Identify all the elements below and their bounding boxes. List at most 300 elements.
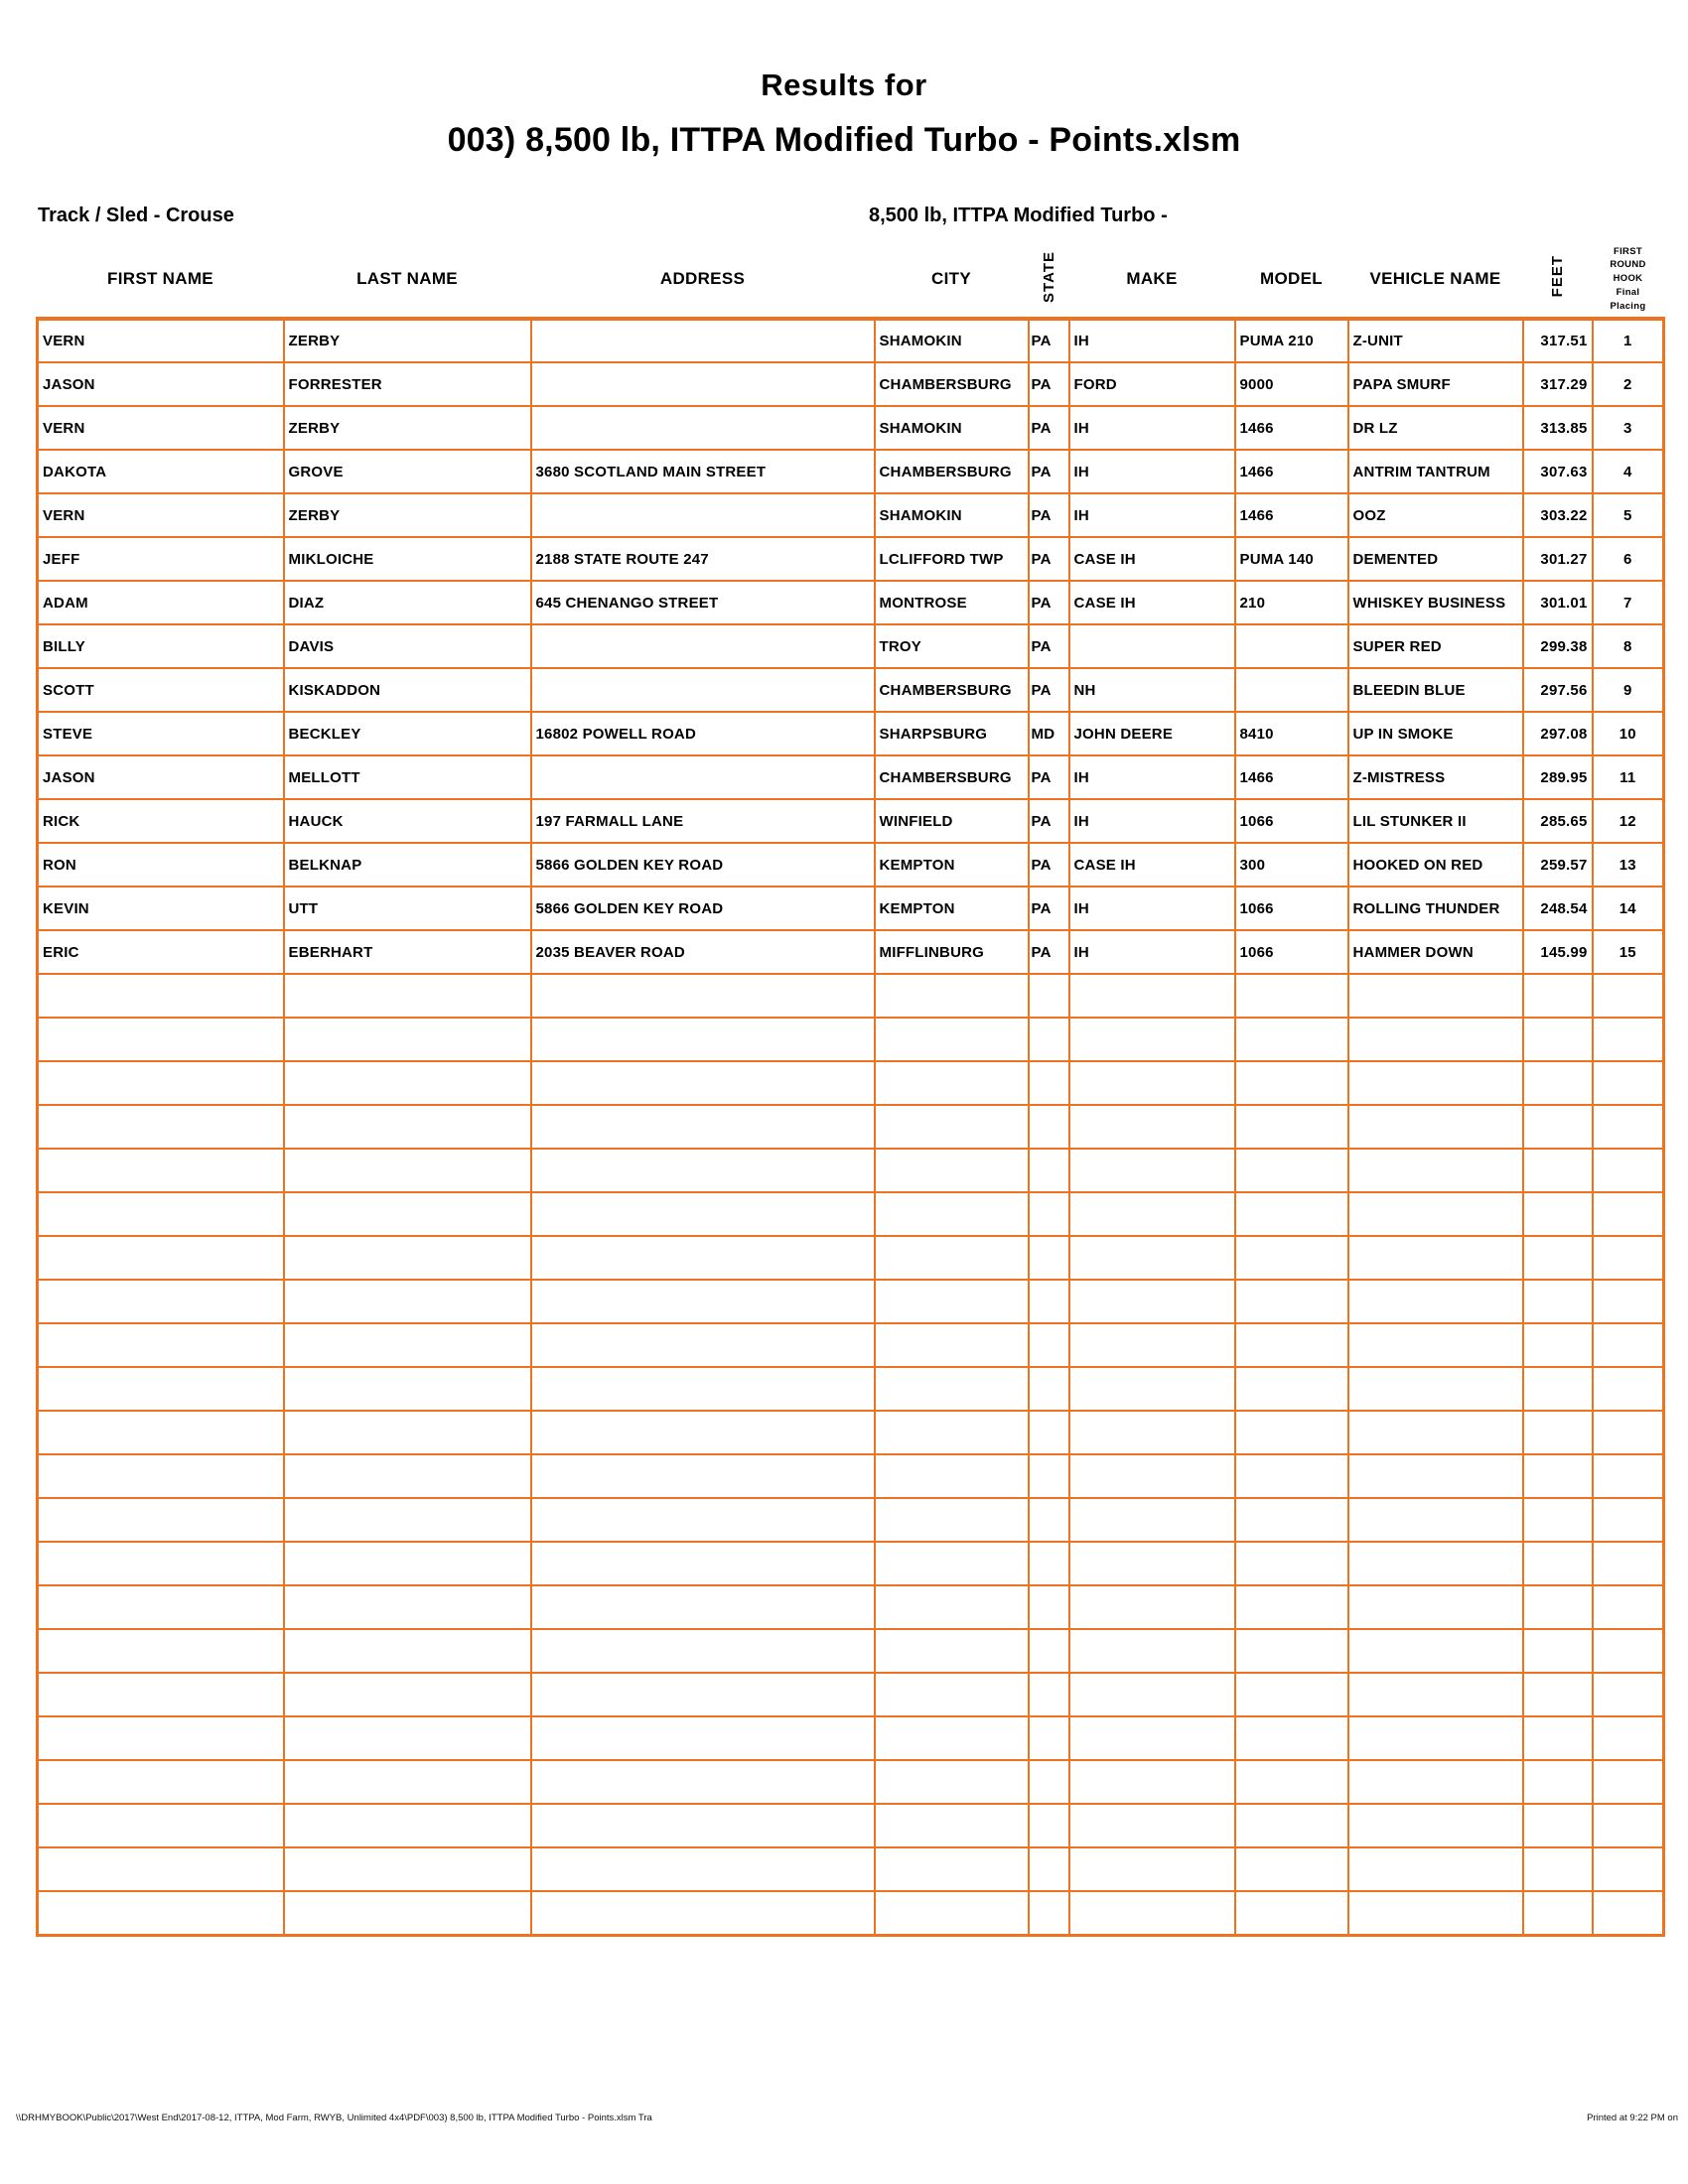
cell-city: CHAMBERSBURG xyxy=(875,450,1029,493)
cell-feet: 317.51 xyxy=(1523,319,1593,362)
cell-city xyxy=(875,1411,1029,1454)
cell-first-name: DAKOTA xyxy=(38,450,284,493)
cell-make: IH xyxy=(1069,450,1235,493)
cell-address xyxy=(531,974,875,1018)
cell-last-name xyxy=(284,1847,531,1891)
table-row xyxy=(38,843,1664,887)
cell-model xyxy=(1235,1192,1348,1236)
cell-vehicle-name: HAMMER DOWN xyxy=(1348,930,1523,974)
cell-make xyxy=(1069,1280,1235,1323)
cell-vehicle-name: OOZ xyxy=(1348,493,1523,537)
column-header-label: MAKE xyxy=(1126,269,1178,288)
empty-row xyxy=(38,1149,1664,1192)
cell-state: PA xyxy=(1029,537,1069,581)
cell-first-name xyxy=(38,1585,284,1629)
cell-address: 645 CHENANGO STREET xyxy=(531,581,875,624)
cell-model xyxy=(1235,1847,1348,1891)
cell-city: SHARPSBURG xyxy=(875,712,1029,755)
cell-make xyxy=(1069,1716,1235,1760)
cell-address: 197 FARMALL LANE xyxy=(531,799,875,843)
cell-state: PA xyxy=(1029,930,1069,974)
cell-first-name xyxy=(38,1018,284,1061)
cell-make xyxy=(1069,1673,1235,1716)
cell-state xyxy=(1029,1585,1069,1629)
cell-feet xyxy=(1523,1192,1593,1236)
cell-last-name: GROVE xyxy=(284,450,531,493)
cell-city xyxy=(875,1673,1029,1716)
cell-feet: 297.08 xyxy=(1523,712,1593,755)
cell-first-name xyxy=(38,1367,284,1411)
cell-address xyxy=(531,1411,875,1454)
column-header-line: Final xyxy=(1616,286,1640,298)
cell-city: SHAMOKIN xyxy=(875,319,1029,362)
empty-row xyxy=(38,1061,1664,1105)
cell-first-name: SCOTT xyxy=(38,668,284,712)
cell-address: 5866 GOLDEN KEY ROAD xyxy=(531,887,875,930)
cell-state: MD xyxy=(1029,712,1069,755)
cell-last-name: KISKADDON xyxy=(284,668,531,712)
cell-vehicle-name xyxy=(1348,1018,1523,1061)
cell-feet: 289.95 xyxy=(1523,755,1593,799)
cell-feet xyxy=(1523,1629,1593,1673)
cell-last-name xyxy=(284,1716,531,1760)
cell-first-name xyxy=(38,974,284,1018)
empty-row xyxy=(38,1367,1664,1411)
cell-feet: 285.65 xyxy=(1523,799,1593,843)
cell-first-name xyxy=(38,1716,284,1760)
cell-state xyxy=(1029,1847,1069,1891)
cell-model xyxy=(1235,1542,1348,1585)
cell-place: 3 xyxy=(1593,406,1664,450)
cell-last-name xyxy=(284,1585,531,1629)
cell-state xyxy=(1029,1149,1069,1192)
cell-vehicle-name xyxy=(1348,1629,1523,1673)
cell-address xyxy=(531,668,875,712)
cell-feet: 313.85 xyxy=(1523,406,1593,450)
cell-model xyxy=(1235,1760,1348,1804)
cell-vehicle-name: DR LZ xyxy=(1348,406,1523,450)
cell-feet: 301.27 xyxy=(1523,537,1593,581)
cell-place xyxy=(1593,1673,1664,1716)
cell-model xyxy=(1235,1891,1348,1935)
cell-feet xyxy=(1523,1847,1593,1891)
cell-state xyxy=(1029,974,1069,1018)
weight-class-label: 8,500 lb, ITTPA Modified Turbo - xyxy=(869,205,1168,226)
cell-place: 12 xyxy=(1593,799,1664,843)
cell-place xyxy=(1593,1192,1664,1236)
cell-vehicle-name xyxy=(1348,1804,1523,1847)
cell-address xyxy=(531,1673,875,1716)
cell-first-name: ERIC xyxy=(38,930,284,974)
cell-city xyxy=(875,1585,1029,1629)
table-row xyxy=(38,537,1664,581)
cell-feet xyxy=(1523,1367,1593,1411)
column-header-line: HOOK xyxy=(1613,273,1643,285)
cell-place: 6 xyxy=(1593,537,1664,581)
cell-vehicle-name xyxy=(1348,1236,1523,1280)
cell-place xyxy=(1593,1323,1664,1367)
cell-vehicle-name: ANTRIM TANTRUM xyxy=(1348,450,1523,493)
cell-place: 9 xyxy=(1593,668,1664,712)
cell-address xyxy=(531,1236,875,1280)
cell-model: 1466 xyxy=(1235,406,1348,450)
empty-row xyxy=(38,1280,1664,1323)
cell-last-name xyxy=(284,1542,531,1585)
cell-state xyxy=(1029,1192,1069,1236)
cell-state: PA xyxy=(1029,799,1069,843)
cell-city xyxy=(875,1629,1029,1673)
cell-make: JOHN DEERE xyxy=(1069,712,1235,755)
cell-city: MONTROSE xyxy=(875,581,1029,624)
column-header-label: FIRST NAME xyxy=(107,269,213,288)
column-header-line: ROUND xyxy=(1610,259,1646,271)
cell-address xyxy=(531,1149,875,1192)
cell-place: 14 xyxy=(1593,887,1664,930)
column-header-label-vertical: FEET xyxy=(1549,255,1566,298)
cell-model xyxy=(1235,1280,1348,1323)
cell-state: PA xyxy=(1029,843,1069,887)
cell-last-name: ZERBY xyxy=(284,406,531,450)
cell-address xyxy=(531,755,875,799)
cell-state: PA xyxy=(1029,319,1069,362)
table-row xyxy=(38,668,1664,712)
cell-state: PA xyxy=(1029,450,1069,493)
cell-first-name xyxy=(38,1891,284,1935)
column-header-address xyxy=(531,241,875,319)
cell-last-name: DAVIS xyxy=(284,624,531,668)
cell-feet xyxy=(1523,1411,1593,1454)
cell-model: 1066 xyxy=(1235,799,1348,843)
empty-row xyxy=(38,1498,1664,1542)
cell-vehicle-name xyxy=(1348,1367,1523,1411)
cell-city: SHAMOKIN xyxy=(875,406,1029,450)
cell-address xyxy=(531,1280,875,1323)
cell-address xyxy=(531,1760,875,1804)
column-header-line: Placing xyxy=(1610,300,1646,312)
cell-first-name xyxy=(38,1061,284,1105)
cell-place: 11 xyxy=(1593,755,1664,799)
cell-last-name xyxy=(284,1149,531,1192)
cell-first-name xyxy=(38,1105,284,1149)
cell-feet xyxy=(1523,1149,1593,1192)
cell-model xyxy=(1235,1629,1348,1673)
column-header-vehicle-name xyxy=(1348,241,1523,319)
cell-state xyxy=(1029,1629,1069,1673)
cell-city: KEMPTON xyxy=(875,887,1029,930)
cell-make: IH xyxy=(1069,799,1235,843)
cell-last-name xyxy=(284,1236,531,1280)
cell-feet xyxy=(1523,1236,1593,1280)
cell-make: NH xyxy=(1069,668,1235,712)
cell-city xyxy=(875,1847,1029,1891)
cell-address xyxy=(531,493,875,537)
column-header-feet xyxy=(1523,241,1593,319)
cell-place xyxy=(1593,1105,1664,1149)
cell-model xyxy=(1235,1673,1348,1716)
cell-make: IH xyxy=(1069,930,1235,974)
cell-model xyxy=(1235,1411,1348,1454)
cell-make xyxy=(1069,1105,1235,1149)
cell-feet: 307.63 xyxy=(1523,450,1593,493)
cell-state xyxy=(1029,1105,1069,1149)
cell-first-name: RICK xyxy=(38,799,284,843)
cell-place xyxy=(1593,1018,1664,1061)
cell-make xyxy=(1069,1891,1235,1935)
cell-vehicle-name: UP IN SMOKE xyxy=(1348,712,1523,755)
cell-feet: 317.29 xyxy=(1523,362,1593,406)
cell-vehicle-name xyxy=(1348,1149,1523,1192)
cell-state: PA xyxy=(1029,406,1069,450)
cell-vehicle-name: Z-MISTRESS xyxy=(1348,755,1523,799)
cell-model: 1466 xyxy=(1235,493,1348,537)
cell-feet xyxy=(1523,1498,1593,1542)
cell-model xyxy=(1235,1716,1348,1760)
cell-model: 1466 xyxy=(1235,755,1348,799)
cell-vehicle-name xyxy=(1348,1498,1523,1542)
cell-address xyxy=(531,319,875,362)
cell-place xyxy=(1593,1367,1664,1411)
cell-first-name: RON xyxy=(38,843,284,887)
cell-feet: 297.56 xyxy=(1523,668,1593,712)
cell-state xyxy=(1029,1804,1069,1847)
cell-last-name xyxy=(284,1192,531,1236)
cell-state: PA xyxy=(1029,493,1069,537)
cell-last-name xyxy=(284,1411,531,1454)
cell-city: LCLIFFORD TWP xyxy=(875,537,1029,581)
cell-last-name xyxy=(284,1323,531,1367)
cell-address: 2035 BEAVER ROAD xyxy=(531,930,875,974)
cell-feet xyxy=(1523,1673,1593,1716)
cell-place: 5 xyxy=(1593,493,1664,537)
cell-place xyxy=(1593,1804,1664,1847)
cell-feet: 259.57 xyxy=(1523,843,1593,887)
cell-vehicle-name xyxy=(1348,1542,1523,1585)
cell-last-name: UTT xyxy=(284,887,531,930)
cell-make: IH xyxy=(1069,755,1235,799)
empty-row xyxy=(38,1105,1664,1149)
cell-state xyxy=(1029,1673,1069,1716)
cell-city: CHAMBERSBURG xyxy=(875,755,1029,799)
cell-state xyxy=(1029,1716,1069,1760)
cell-city xyxy=(875,1105,1029,1149)
cell-city xyxy=(875,1542,1029,1585)
cell-make: CASE IH xyxy=(1069,537,1235,581)
cell-place xyxy=(1593,1061,1664,1105)
cell-feet: 145.99 xyxy=(1523,930,1593,974)
cell-vehicle-name xyxy=(1348,1280,1523,1323)
cell-vehicle-name xyxy=(1348,1454,1523,1498)
results-table-header xyxy=(38,241,1664,319)
cell-state xyxy=(1029,1018,1069,1061)
cell-feet xyxy=(1523,1323,1593,1367)
cell-address xyxy=(531,1629,875,1673)
cell-state: PA xyxy=(1029,581,1069,624)
cell-feet xyxy=(1523,1760,1593,1804)
cell-vehicle-name: DEMENTED xyxy=(1348,537,1523,581)
cell-last-name xyxy=(284,1105,531,1149)
empty-row xyxy=(38,974,1664,1018)
column-header-label: ADDRESS xyxy=(659,269,746,288)
cell-last-name xyxy=(284,974,531,1018)
cell-make xyxy=(1069,1629,1235,1673)
cell-vehicle-name xyxy=(1348,1716,1523,1760)
cell-last-name: FORRESTER xyxy=(284,362,531,406)
cell-first-name xyxy=(38,1192,284,1236)
cell-vehicle-name xyxy=(1348,1760,1523,1804)
results-table-body xyxy=(38,319,1664,1935)
column-header-label: LAST NAME xyxy=(356,269,458,288)
report-title-line1: Results for xyxy=(761,68,927,102)
cell-first-name: BILLY xyxy=(38,624,284,668)
cell-address xyxy=(531,1367,875,1411)
cell-make: CASE IH xyxy=(1069,843,1235,887)
empty-row xyxy=(38,1323,1664,1367)
cell-address xyxy=(531,1891,875,1935)
cell-make xyxy=(1069,1411,1235,1454)
cell-place: 8 xyxy=(1593,624,1664,668)
cell-place: 10 xyxy=(1593,712,1664,755)
cell-make: IH xyxy=(1069,493,1235,537)
cell-state: PA xyxy=(1029,887,1069,930)
cell-first-name xyxy=(38,1629,284,1673)
cell-vehicle-name: HOOKED ON RED xyxy=(1348,843,1523,887)
cell-first-name xyxy=(38,1323,284,1367)
table-row xyxy=(38,406,1664,450)
cell-place: 4 xyxy=(1593,450,1664,493)
cell-place: 1 xyxy=(1593,319,1664,362)
header-row xyxy=(38,241,1664,319)
empty-row xyxy=(38,1629,1664,1673)
column-header-label: VEHICLE NAME xyxy=(1369,269,1501,288)
cell-address: 16802 POWELL ROAD xyxy=(531,712,875,755)
cell-first-name xyxy=(38,1454,284,1498)
cell-state xyxy=(1029,1542,1069,1585)
cell-city xyxy=(875,1891,1029,1935)
cell-make xyxy=(1069,1192,1235,1236)
cell-place: 7 xyxy=(1593,581,1664,624)
cell-vehicle-name: ROLLING THUNDER xyxy=(1348,887,1523,930)
cell-vehicle-name: WHISKEY BUSINESS xyxy=(1348,581,1523,624)
table-row xyxy=(38,450,1664,493)
cell-vehicle-name xyxy=(1348,1192,1523,1236)
cell-make xyxy=(1069,1585,1235,1629)
cell-last-name xyxy=(284,1673,531,1716)
cell-model xyxy=(1235,974,1348,1018)
column-header-line: FIRST xyxy=(1614,245,1642,257)
cell-state xyxy=(1029,1760,1069,1804)
cell-model: 1066 xyxy=(1235,887,1348,930)
cell-model xyxy=(1235,1454,1348,1498)
cell-model: 1466 xyxy=(1235,450,1348,493)
cell-place xyxy=(1593,1760,1664,1804)
cell-first-name: STEVE xyxy=(38,712,284,755)
cell-vehicle-name xyxy=(1348,1411,1523,1454)
cell-state xyxy=(1029,1323,1069,1367)
cell-model xyxy=(1235,1105,1348,1149)
cell-vehicle-name: Z-UNIT xyxy=(1348,319,1523,362)
empty-row xyxy=(38,1804,1664,1847)
cell-state xyxy=(1029,1498,1069,1542)
cell-last-name xyxy=(284,1804,531,1847)
cell-city xyxy=(875,1018,1029,1061)
cell-feet xyxy=(1523,1454,1593,1498)
cell-feet: 299.38 xyxy=(1523,624,1593,668)
cell-first-name xyxy=(38,1236,284,1280)
cell-vehicle-name xyxy=(1348,1585,1523,1629)
cell-last-name xyxy=(284,1891,531,1935)
cell-address xyxy=(531,1716,875,1760)
empty-row xyxy=(38,1411,1664,1454)
table-row xyxy=(38,362,1664,406)
cell-make xyxy=(1069,1018,1235,1061)
cell-city xyxy=(875,1716,1029,1760)
cell-city xyxy=(875,1061,1029,1105)
table-row xyxy=(38,755,1664,799)
column-header-first-round-hook xyxy=(1593,241,1664,319)
cell-city xyxy=(875,1192,1029,1236)
column-header-last-name xyxy=(284,241,531,319)
cell-vehicle-name xyxy=(1348,1847,1523,1891)
cell-city: SHAMOKIN xyxy=(875,493,1029,537)
cell-first-name xyxy=(38,1673,284,1716)
cell-city xyxy=(875,974,1029,1018)
cell-state: PA xyxy=(1029,362,1069,406)
cell-address xyxy=(531,1105,875,1149)
cell-address xyxy=(531,1192,875,1236)
cell-city: CHAMBERSBURG xyxy=(875,362,1029,406)
cell-model xyxy=(1235,1018,1348,1061)
empty-row xyxy=(38,1542,1664,1585)
cell-state xyxy=(1029,1236,1069,1280)
cell-address xyxy=(531,1542,875,1585)
cell-state xyxy=(1029,1061,1069,1105)
column-header-state xyxy=(1029,241,1069,319)
cell-last-name: MIKLOICHE xyxy=(284,537,531,581)
cell-model xyxy=(1235,1804,1348,1847)
empty-row xyxy=(38,1585,1664,1629)
cell-place: 15 xyxy=(1593,930,1664,974)
results-table xyxy=(36,241,1665,1937)
cell-make xyxy=(1069,1367,1235,1411)
cell-address: 5866 GOLDEN KEY ROAD xyxy=(531,843,875,887)
cell-state: PA xyxy=(1029,624,1069,668)
cell-model xyxy=(1235,1149,1348,1192)
empty-row xyxy=(38,1891,1664,1935)
cell-city xyxy=(875,1236,1029,1280)
empty-row xyxy=(38,1236,1664,1280)
cell-make xyxy=(1069,1061,1235,1105)
table-row xyxy=(38,799,1664,843)
cell-place xyxy=(1593,1411,1664,1454)
cell-feet xyxy=(1523,1018,1593,1061)
cell-make xyxy=(1069,1542,1235,1585)
cell-vehicle-name: PAPA SMURF xyxy=(1348,362,1523,406)
cell-model: PUMA 210 xyxy=(1235,319,1348,362)
cell-address xyxy=(531,1018,875,1061)
cell-last-name: ZERBY xyxy=(284,493,531,537)
cell-vehicle-name: SUPER RED xyxy=(1348,624,1523,668)
cell-city: MIFFLINBURG xyxy=(875,930,1029,974)
cell-first-name: JASON xyxy=(38,755,284,799)
cell-last-name: BELKNAP xyxy=(284,843,531,887)
cell-feet: 248.54 xyxy=(1523,887,1593,930)
cell-last-name xyxy=(284,1760,531,1804)
cell-model xyxy=(1235,668,1348,712)
cell-first-name: VERN xyxy=(38,319,284,362)
cell-make xyxy=(1069,1149,1235,1192)
empty-row xyxy=(38,1760,1664,1804)
cell-address xyxy=(531,362,875,406)
